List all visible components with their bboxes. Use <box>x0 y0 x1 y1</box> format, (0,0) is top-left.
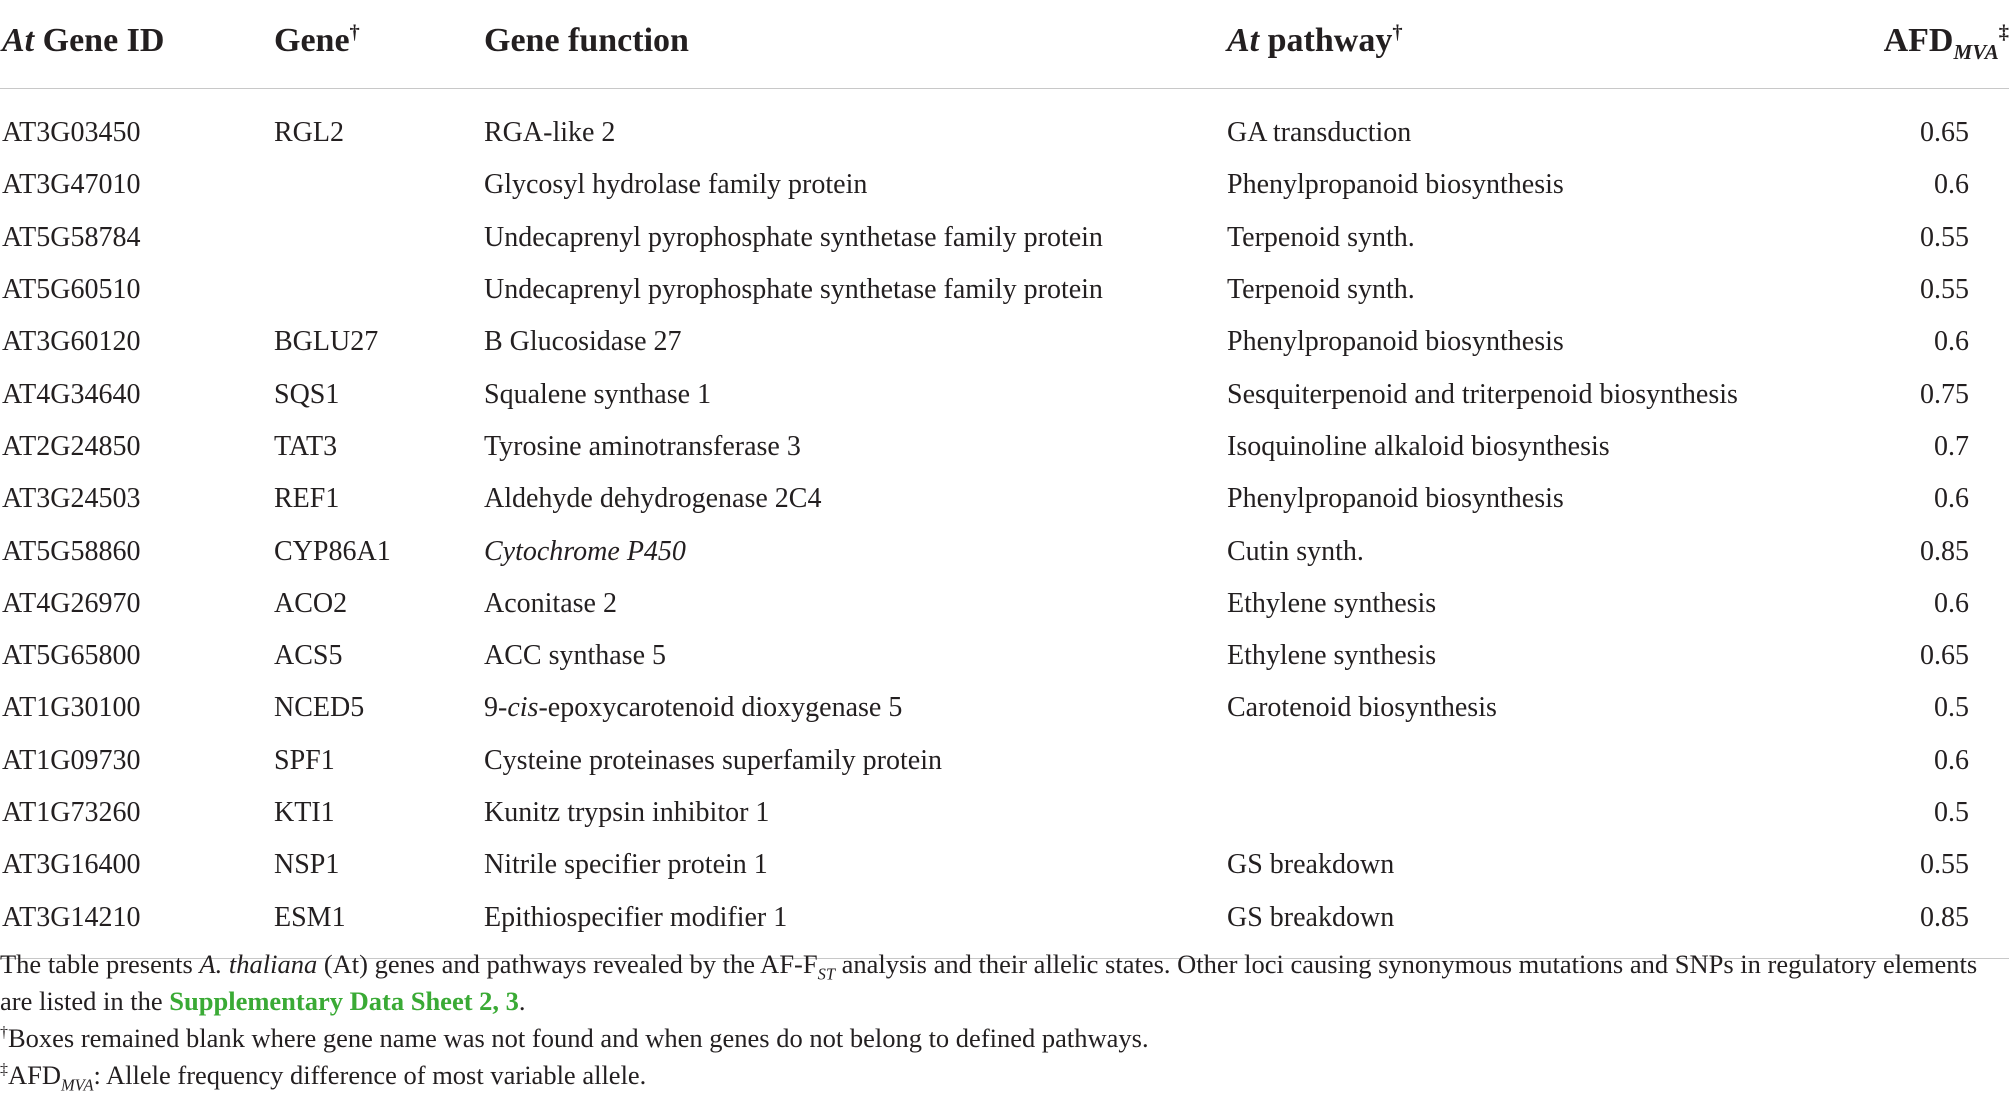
cell-function: Kunitz trypsin inhibitor 1 <box>484 797 770 828</box>
table-row <box>0 368 2009 420</box>
cell-afd: 0.6 <box>1934 169 1969 201</box>
cell-afd: 0.7 <box>1934 430 1969 462</box>
cell-pathway: Ethylene synthesis <box>1227 640 1437 672</box>
table-row <box>0 735 2009 787</box>
function-prefix: 9- <box>484 692 508 724</box>
dagger-symbol: † <box>0 1024 8 1042</box>
cell-gene: SQS1 <box>274 378 340 410</box>
cell-gene-id: AT3G60120 <box>2 326 141 358</box>
footnote-double-dagger <box>0 1057 2009 1094</box>
cell-gene-id: AT2G24850 <box>2 430 141 462</box>
cell-function: Glycosyl hydrolase family protein <box>484 169 868 201</box>
cell-gene-id: AT3G47010 <box>2 169 141 201</box>
cell-gene-id: AT3G24503 <box>2 483 141 515</box>
cell-afd: 0.6 <box>1934 744 1969 776</box>
header-pathway-text: pathway <box>1259 22 1393 59</box>
table-row <box>0 787 2009 839</box>
cell-gene: TAT3 <box>274 430 338 462</box>
cell-function: Nitrile specifier protein 1 <box>484 849 768 881</box>
cell-gene-id: AT3G16400 <box>2 849 141 881</box>
footnote-main <box>0 946 2009 1020</box>
cell-pathway: Phenylpropanoid biosynthesis <box>1227 169 1564 201</box>
cell-pathway <box>1227 735 1837 787</box>
table-row <box>0 264 2009 316</box>
cell-gene-id: AT3G14210 <box>0 891 274 958</box>
cell-gene-id: AT4G34640 <box>2 378 141 410</box>
cell-afd: 0.5 <box>1934 797 1969 828</box>
cell-function: ACC synthase 5 <box>484 640 666 672</box>
header-pathway <box>1227 0 1837 89</box>
table-row <box>0 682 2009 734</box>
cell-pathway: Terpenoid synth. <box>1227 221 1415 253</box>
cell-afd: 0.65 <box>1920 117 1969 149</box>
cell-function: Squalene synthase 1 <box>484 378 712 410</box>
table-row <box>0 839 2009 891</box>
table-row <box>0 578 2009 630</box>
footnote-main-end: . <box>518 986 526 1016</box>
cell-afd: 0.85 <box>1920 535 1969 567</box>
cell-gene: ACO2 <box>274 587 348 619</box>
header-gene-id-text: Gene ID <box>34 22 165 59</box>
header-afd <box>1837 0 2009 89</box>
cell-afd: 0.6 <box>1934 326 1969 358</box>
header-gene-text: Gene <box>274 22 350 59</box>
table-row <box>0 473 2009 525</box>
cell-pathway: GS breakdown <box>1227 891 1837 958</box>
header-gene <box>274 0 484 89</box>
table-row <box>0 421 2009 473</box>
footnote-main-c: analysis and their allelic states. Other loci causing synonymous mutations and SNPs in regulatory elements are listed in the <box>0 949 1978 1016</box>
header-gene-function: Gene function <box>484 0 1227 89</box>
ddagger-label: AFD <box>7 1060 61 1090</box>
cell-gene-id: AT1G30100 <box>2 692 141 724</box>
cell-function: Cysteine proteinases superfamily protein <box>484 744 942 776</box>
header-gene-dagger: † <box>349 21 360 44</box>
cell-gene-id: AT4G26970 <box>2 587 141 619</box>
cell-gene: RGL2 <box>274 117 344 149</box>
cell-function: Tyrosine aminotransferase 3 <box>484 430 801 462</box>
cell-pathway: Sesquiterpenoid and triterpenoid biosynthesis <box>1227 378 1738 410</box>
cell-gene-id: AT1G73260 <box>2 797 141 828</box>
cell-pathway: Ethylene synthesis <box>1227 587 1437 619</box>
cell-function <box>484 682 1227 734</box>
cell-afd: 0.85 <box>1837 891 2009 958</box>
cell-gene: NSP1 <box>274 849 340 881</box>
header-afd-ddagger: ‡ <box>1998 21 2009 44</box>
cell-pathway: Terpenoid synth. <box>1227 274 1415 306</box>
cell-pathway: Phenylpropanoid biosynthesis <box>1227 326 1564 358</box>
cell-gene: NCED5 <box>274 692 365 724</box>
cell-gene: KTI1 <box>274 797 335 828</box>
cell-pathway: Phenylpropanoid biosynthesis <box>1227 483 1564 515</box>
table-footnotes <box>0 946 2009 1094</box>
header-row <box>0 0 2009 89</box>
function-suffix: -epoxycarotenoid dioxygenase 5 <box>538 692 903 724</box>
cell-afd: 0.55 <box>1920 221 1969 253</box>
cell-function: Cytochrome P450 <box>484 535 686 567</box>
footnote-dagger <box>0 1020 2009 1057</box>
cell-pathway: GS breakdown <box>1227 849 1395 881</box>
cell-pathway: Carotenoid biosynthesis <box>1227 692 1497 724</box>
cell-gene: CYP86A1 <box>274 535 391 567</box>
footnote-main-a: The table presents <box>0 949 200 979</box>
supplementary-link[interactable]: Supplementary Data Sheet 2, 3 <box>169 986 519 1016</box>
cell-afd: 0.6 <box>1934 483 1969 515</box>
footnote-fst-sub: ST <box>817 964 835 984</box>
cell-afd: 0.65 <box>1920 640 1969 672</box>
function-italic: cis <box>507 692 539 724</box>
cell-gene <box>274 159 484 211</box>
table-row <box>0 159 2009 211</box>
header-afd-sub: MVA <box>1953 39 1999 64</box>
table-row <box>0 525 2009 577</box>
header-pathway-italic: At <box>1227 22 1260 59</box>
cell-gene-id: AT1G09730 <box>2 744 141 776</box>
cell-pathway: Isoquinoline alkaloid biosynthesis <box>1227 430 1610 462</box>
cell-gene: ESM1 <box>274 891 484 958</box>
cell-gene-id: AT3G03450 <box>2 117 141 149</box>
cell-function: B Glucosidase 27 <box>484 326 682 358</box>
cell-gene: BGLU27 <box>274 326 379 358</box>
cell-gene: ACS5 <box>274 640 343 672</box>
cell-gene <box>274 212 484 264</box>
cell-afd: 0.6 <box>1934 587 1969 619</box>
table-body <box>0 89 2009 959</box>
cell-gene <box>274 264 484 316</box>
ddagger-sub: MVA <box>60 1075 94 1094</box>
cell-pathway <box>1227 787 1837 839</box>
cell-function: Undecaprenyl pyrophosphate synthetase family protein <box>484 274 1103 306</box>
cell-function: Undecaprenyl pyrophosphate synthetase family protein <box>484 221 1103 253</box>
table-row <box>0 89 2009 160</box>
table-row <box>0 630 2009 682</box>
cell-gene-id: AT5G65800 <box>2 640 141 672</box>
cell-afd: 0.55 <box>1920 274 1969 306</box>
dagger-text: Boxes remained blank where gene name was not found and when genes do not belong to defined pathways. <box>7 1023 1149 1053</box>
cell-function: Epithiospecifier modifier 1 <box>484 891 1227 958</box>
cell-function: Aconitase 2 <box>484 587 617 619</box>
table-row <box>0 316 2009 368</box>
cell-function: Aldehyde dehydrogenase 2C4 <box>484 483 822 515</box>
cell-afd: 0.5 <box>1934 692 1969 724</box>
cell-gene-id: AT5G60510 <box>2 274 141 306</box>
cell-pathway: GA transduction <box>1227 117 1412 149</box>
cell-function: RGA-like 2 <box>484 117 616 149</box>
double-dagger-symbol: ‡ <box>0 1061 8 1079</box>
header-gene-id <box>0 0 274 89</box>
cell-gene-id: AT5G58860 <box>2 535 141 567</box>
cell-afd: 0.75 <box>1920 378 1969 410</box>
cell-afd: 0.55 <box>1920 849 1969 881</box>
header-afd-text: AFD <box>1883 22 1954 59</box>
table-row <box>0 212 2009 264</box>
footnote-main-b: (At) genes and pathways revealed by the AF-F <box>317 949 818 979</box>
header-pathway-dagger: † <box>1392 21 1403 44</box>
cell-gene: SPF1 <box>274 744 335 776</box>
cell-gene-id: AT5G58784 <box>2 221 141 253</box>
ddagger-text: : Allele frequency difference of most variable allele. <box>93 1060 647 1090</box>
footnote-species: A. thaliana <box>199 949 318 979</box>
header-gene-id-italic: At <box>2 22 35 59</box>
cell-pathway: Cutin synth. <box>1227 535 1364 567</box>
cell-gene: REF1 <box>274 483 340 515</box>
